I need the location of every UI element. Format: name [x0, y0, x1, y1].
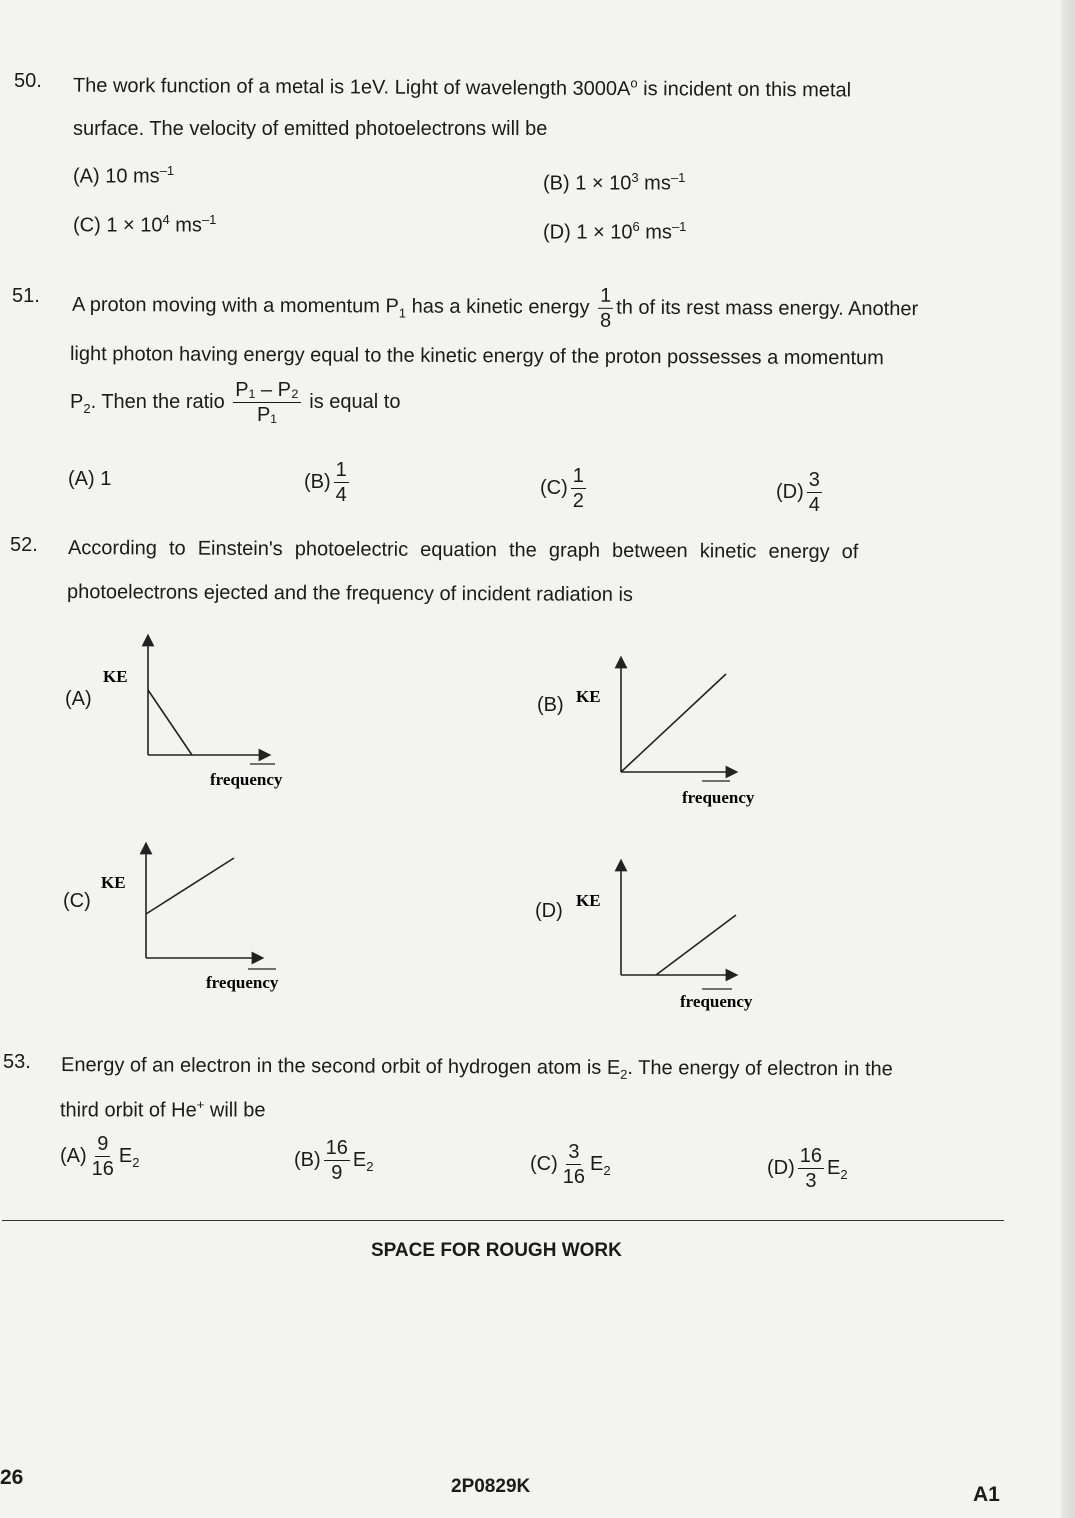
- question-52-option-c[interactable]: (C): [63, 890, 91, 912]
- question-53-option-d[interactable]: (D) $\frac{16}{3}$ $E_2$: [767, 1145, 848, 1192]
- question-52-line1: According to Einstein's photoelectric equation the graph between kinetic energy of: [67, 537, 859, 564]
- fraction-one-eighth: $\frac{1}{8}$: [599, 284, 612, 332]
- graph-b: [572, 652, 782, 817]
- question-52-number: 52.: [10, 534, 38, 556]
- question-51-option-b[interactable]: (B) $\frac{1}{4}$: [304, 459, 347, 506]
- question-52-line2: photoelectrons ejected and the frequency of incident radiation is: [66, 581, 633, 606]
- question-50-line2: surface. The velocity of emitted photoelectrons will be: [73, 118, 548, 140]
- question-50-option-a[interactable]: (A) 10 $ms^{-1}$: [73, 163, 175, 188]
- question-53-option-c[interactable]: (C) $\frac{3}{16}$ $E_2$: [530, 1141, 611, 1188]
- graph-a-line: [148, 690, 192, 755]
- question-50-number: 50.: [14, 70, 42, 92]
- question-53-number: 53.: [3, 1051, 31, 1073]
- question-53-line1: Energy of an electron in the second orbit of hydrogen atom is $E_2$. The energy of electron in the: [60, 1054, 893, 1082]
- graph-c-x-label: frequency: [206, 973, 279, 992]
- question-51-line1: A proton moving with a momentum $P_1$ has a kinetic energy $\frac{1}{8}$ th of its rest mass energy. Another: [71, 284, 919, 332]
- graph-a-x-label: frequency: [210, 770, 283, 789]
- set-code: A1: [973, 1483, 1000, 1506]
- question-53-option-a[interactable]: (A) $\frac{9}{16}$ $E_2$: [60, 1133, 140, 1180]
- question-53-line2: third orbit of He+ will be: [60, 1097, 266, 1122]
- graph-a: [100, 630, 300, 795]
- question-51-option-a[interactable]: (A) 1: [68, 468, 112, 490]
- graph-a-y-label: KE: [103, 667, 128, 686]
- graph-d-y-label: KE: [576, 891, 601, 910]
- question-52-option-b[interactable]: (B): [537, 694, 564, 716]
- graph-d: [572, 855, 782, 1020]
- question-52-option-a[interactable]: (A): [65, 688, 92, 710]
- graph-d-x-label: frequency: [680, 992, 753, 1011]
- question-52-option-d[interactable]: (D): [535, 900, 563, 922]
- graph-c: [98, 838, 298, 998]
- question-50-option-b[interactable]: (B) $1 \times 10^3$ $ms^{-1}$: [543, 170, 686, 195]
- graph-d-line: [656, 915, 736, 975]
- question-51-option-c[interactable]: (C) $\frac{1}{2}$: [540, 465, 584, 512]
- question-51-line3: $P_2$. Then the ratio $\frac{\text{P₁ – P₂}}{\text{P₁}}$ is equal to: [70, 379, 401, 426]
- graph-c-y-label: KE: [101, 873, 126, 892]
- question-50-option-d[interactable]: (D) $1 \times 10^6$ $ms^{-1}$: [543, 219, 687, 244]
- page-edge-shadow: [1061, 0, 1075, 1518]
- rough-work-divider: [2, 1220, 1004, 1221]
- graph-b-y-label: KE: [576, 687, 601, 706]
- rough-work-heading: SPACE FOR ROUGH WORK: [371, 1240, 622, 1261]
- question-51-number: 51.: [12, 285, 40, 307]
- fraction-momentum-ratio: $\frac{\text{P₁ – P₂}}{\text{P₁}}$: [235, 379, 299, 426]
- graph-b-line: [621, 674, 726, 772]
- question-50-option-c[interactable]: (C) $1 \times 10^4$ $ms^{-1}$: [73, 212, 217, 237]
- page-number: 26: [0, 1466, 24, 1489]
- graph-b-x-label: frequency: [682, 788, 755, 807]
- question-50-line1: The work function of a metal is 1eV. Light of wavelength $3000A^o$ is incident on this metal: [72, 74, 852, 102]
- question-51-option-d[interactable]: (D) $\frac{3}{4}$: [776, 469, 820, 516]
- question-53-option-b[interactable]: (B) $\frac{16}{9}$ $E_2$: [294, 1137, 374, 1184]
- paper-code: 2P0829K: [451, 1476, 531, 1497]
- graph-c-line: [146, 858, 234, 914]
- question-51-line2: light photon having energy equal to the kinetic energy of the proton possesses a momentum: [69, 343, 884, 370]
